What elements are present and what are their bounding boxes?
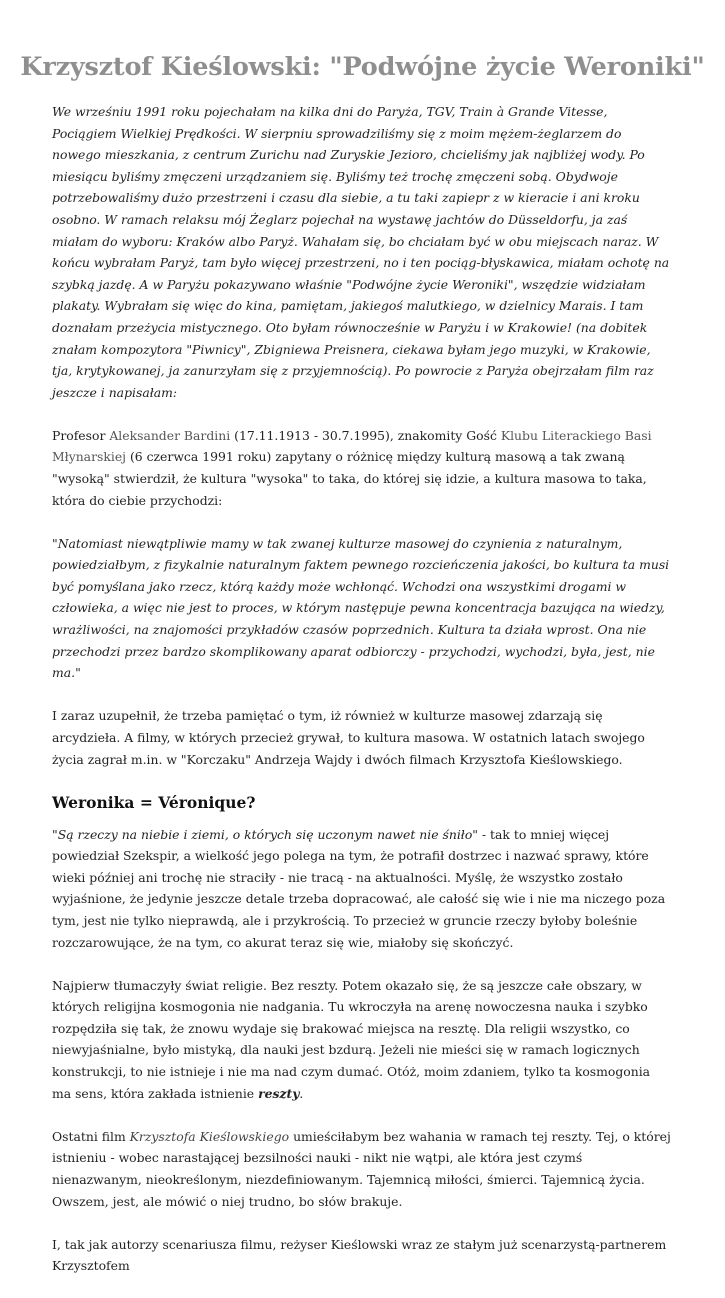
person-name: Krzysztofa Kieślowskiego	[129, 1128, 290, 1144]
text: (6 czerwca 1991 roku) zapytany o różnicę między kulturą masową a tak zwaną "wysoką" stwierdził, że kultura "wysoka" to taka, do której się idzie, a kultura masowa to taka, która do ciebie przychodzi:	[52, 449, 647, 508]
text: Profesor	[52, 427, 110, 443]
bardini-quote	[52, 533, 672, 684]
paragraph	[52, 1126, 672, 1212]
text: " - tak to mniej więcej powiedział Szekspir, a wielkość jego polega na tym, że potrafił dostrzec i nazwać sprawy, które wieki później ani trochę nie straciły - nie tracą - na aktualności. Myślę, że wszystko zostało wyjaśnione, że jedynie jeszcze detale trzeba dopracować, ale całość się wie i nie ma niczego poza tym, jest nie tylko nieprawdą, ale i przykrością. To przecież w gruncie rzeczy byłoby boleśnie rozczarowujące, że na tym, co akurat teraz się wie, miałoby się skończyć.	[52, 826, 666, 950]
text: .	[299, 1085, 304, 1101]
quote-close: "	[75, 665, 81, 681]
intro-paragraph: We wrześniu 1991 roku pojechałam na kilka dni do Paryża, TGV, Train à Grande Vitesse, Pociągiem Wielkiej Prędkości. W sierpniu sprowadziliśmy się z moim mężem-żeglarzem do nowego mieszkania, z centrum Zurichu nad Zuryskie Jezioro, chcieliśmy jak najbliżej wody. Po miesiącu byliśmy zmęczeni urządzaniem się. Byliśmy też trochę zmęczeni sobą. Obydwoje potrzebowaliśmy dużo przestrzeni i czasu dla siebie, a tu taki zapiepr z w kieracie i ani kroku osobno. W ramach relaksu mój Żeglarz pojechał na wystawę jachtów do Düsseldorfu, ja zaś miałam do wyboru: Kraków albo Paryż. Wahałam się, bo chciałam być w obu miejscach naraz. W końcu wybrałam Paryż, tam było więcej przestrzeni, no i ten pociąg-błyskawica, miałam ochotę na szybką jazdę. A w Paryżu pokazywano właśnie "Podwójne życie Weroniki", wszędzie widziałam plakaty. Wybrałam się więc do kina, pamiętam, jakiegoś malutkiego, w dzielnicy Marais. I tam doznałam przeżycia mistycznego. Oto byłam równocześnie w Paryżu i w Krakowie! (na dobitek znałam kompozytora "Piwnicy", Zbigniewa Preisnera, ciekawa byłam jego muzyki, w Krakowie, tja, krytykowanej, ja zanurzyłam się z przyjemnością). Po powrocie z Paryża obejrzałam film raz jeszcze i napisałam:	[52, 104, 670, 400]
link-aleksander-bardini[interactable]: Aleksander Bardini	[109, 427, 231, 443]
shakespeare-paragraph	[52, 824, 672, 954]
text: "	[52, 826, 58, 842]
text: Najpierw tłumaczyły świat religie. Bez reszty. Potem okazało się, że są jeszcze całe obszary, w których religijna kosmogonia nie nadgania. Tu wkroczyła na arenę nowoczesna nauka i szybko rozpędziła się tak, że znowu wydaje się brakować miejsca na resztę. Dla religii wszystko, co niewyjaśnialne, było mistyką, dla nauki jest bzdurą. Jeżeli nie mieści się w ramach logicznych konstrukcji, to nie istnieje i nie ma nad czym dumać. Otóż, moim zdaniem, tylko ta kosmogonia ma sens, która zakłada istnienie	[52, 977, 651, 1101]
link-klub-literacki[interactable]: Klubu Literackiego Basi Młynarskiej	[52, 427, 652, 465]
quote-open: "	[52, 535, 58, 551]
section-heading: Weronika = Véronique?	[52, 792, 256, 812]
quote-text: Natomiast niewątpliwie mamy w tak zwanej kulturze masowej do czynienia z naturalnym, powiedziałbym, z fizykalnie naturalnym faktem pewnego rozcieńczenia jakości, bo kultura ta musi być pomyślana jako rzecz, którą każdy może wchłonąć. Wchodzi ona wszystkimi drogami w człowieka, a więc nie jest to proces, w którym następuje pewna koncentracja bazująca na wiedzy, wrażliwości, na znajomości przykładów czasów poprzednich. Kultura ta działa wprost. Ona nie przechodzi przez bardzo skomplikowany aparat odbiorczy - przychodzi, wychodzi, była, jest, nie ma.	[52, 535, 670, 681]
emphasis-reszty: reszty	[258, 1085, 300, 1101]
bardini-paragraph	[52, 425, 672, 511]
text: umieściłabym bez wahania w ramach tej reszty. Tej, o której istnieniu - wobec narastającej bezsilności nauki - nikt nie wątpi, ale która jest czymś nienazwanym, nieokreślonym, niezdefiniowanym. Tajemnicą miłości, śmierci. Tajemnicą życia. Owszem, jest, ale mówić o niej trudno, bo słów brakuje.	[52, 1128, 671, 1209]
paragraph	[52, 975, 672, 1105]
paragraph: I zaraz uzupełnił, że trzeba pamiętać o tym, iż również w kulturze masowej zdarzają się arcydzieła. A filmy, w których przecież grywał, to kultura masowa. W ostatnich latach swojego życia zagrał m.in. w "Korczaku" Andrzeja Wajdy i dwóch filmach Krzysztofa Kieślowskiego.	[52, 708, 645, 767]
paragraph: I, tak jak autorzy scenariusza filmu, reżyser Kieślowski wraz ze stałym już scenarzystą-partnerem Krzysztofem	[52, 1236, 667, 1274]
page-title: Krzysztof Kieślowski: "Podwójne życie Weroniki"	[20, 52, 705, 82]
shakespeare-quote: Są rzeczy na niebie i ziemi, o których się uczonym nawet nie śniło	[57, 826, 473, 842]
article-body	[52, 101, 672, 1298]
text: Ostatni film	[52, 1128, 130, 1144]
text: (17.11.1913 - 30.7.1995), znakomity Gość	[230, 427, 501, 443]
